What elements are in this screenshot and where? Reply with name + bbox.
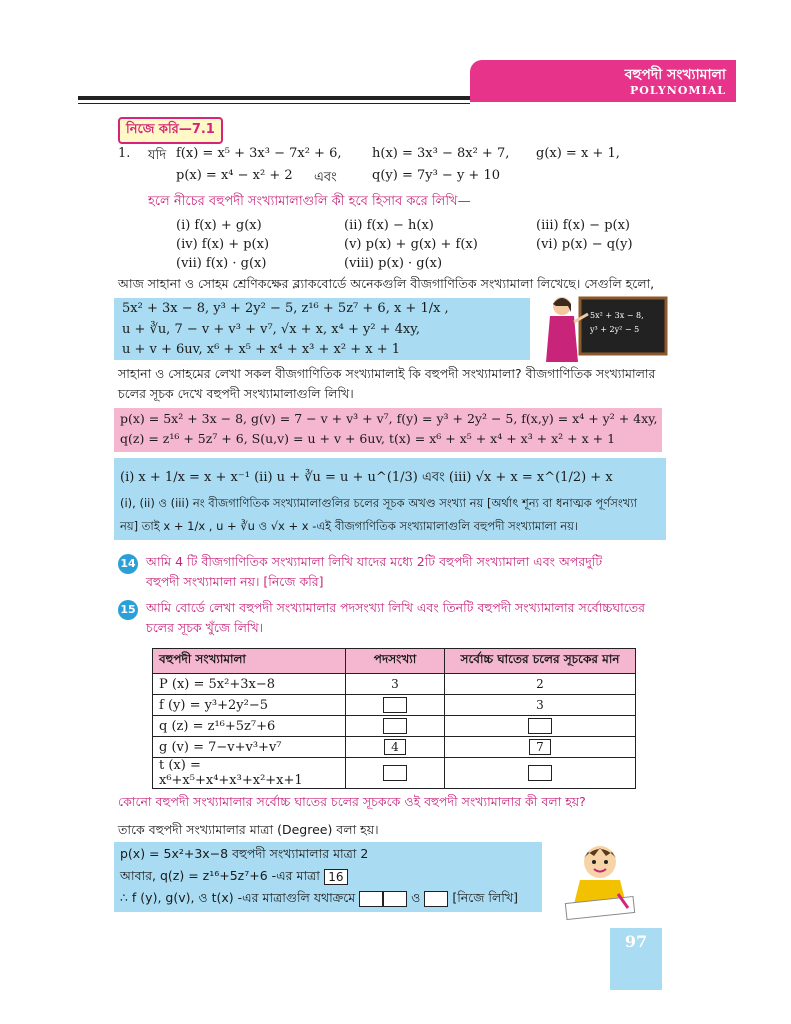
q1-q: q(y) = 7y³ − y + 10 xyxy=(372,168,500,183)
table-row xyxy=(153,758,636,789)
box4-line-1: p(x) = 5x²+3x−8 বহুপদী সংখ্যামালার মাত্রা 2 xyxy=(120,846,369,861)
blackboard-line-2: y³ + 2y² − 5 xyxy=(590,325,640,334)
box1-line-2: u + ∛u, 7 − v + v³ + v⁷, √x + x, x⁴ + y² + 4xy, xyxy=(122,322,421,337)
q1-item-7: (vii) f(x) · g(x) xyxy=(176,256,267,271)
page-number: 97 xyxy=(610,928,662,990)
degree-blank-3[interactable] xyxy=(424,891,448,907)
q1-lead: যদি xyxy=(148,148,167,163)
q1-number: 1. xyxy=(118,146,131,161)
degree-answer: তাকে বহুপদী সংখ্যামালার মাত্রা (Degree) বলা হয়। xyxy=(118,822,379,837)
q1-item-5: (v) p(x) + g(x) + f(x) xyxy=(344,237,478,252)
teacher-blackboard-illustration xyxy=(540,292,670,364)
box4-line-3-and: ও xyxy=(411,890,421,905)
para-1: আজ সাহানা ও সোহম শ্রেণিকক্ষের ব্ল্যাকবোর্ডে অনেকগুলি বীজগাণিতিক সংখ্যামালা লিখেছে। সেগুলি হলো, xyxy=(118,276,655,291)
header-title-en: POLYNOMIAL xyxy=(630,84,726,97)
box2-line-1: p(x) = 5x² + 3x − 8, g(v) = 7 − v + v³ + v⁷, f(y) = y³ + 2y² − 5, f(x,y) = x⁴ + y² + 4xy, xyxy=(120,411,658,426)
terms-answer-box[interactable] xyxy=(383,697,407,713)
q1-and: এবং xyxy=(314,170,337,185)
table-row xyxy=(153,674,636,695)
blackboard-line-1: 5x² + 3x − 8, xyxy=(590,311,644,320)
para-2b: চলের সূচক দেখে বহুপদী সংখ্যামালাগুলি লিখি। xyxy=(118,386,354,401)
q15-line-2: চলের সূচক খুঁজে লিখি। xyxy=(146,620,264,635)
header-rule-thick xyxy=(78,96,470,100)
degree-answer-box[interactable] xyxy=(528,718,552,734)
box1-line-1: 5x² + 3x − 8, y³ + 2y² − 5, z¹⁶ + 5z⁷ + 6, x + 1/x , xyxy=(122,301,449,316)
table-row xyxy=(153,695,636,716)
box4-line-3-suffix: [নিজে লিখি] xyxy=(452,890,518,905)
boy-writing-illustration xyxy=(560,838,640,920)
table-header-degree: সর্বোচ্চ ঘাতের চলের সূচকের মান xyxy=(445,649,636,674)
degree-answer-box[interactable] xyxy=(528,765,552,781)
box3-line-3: নয়] তাই x + 1/x , u + ∛u ও √x + x -এই বীজগাণিতিক সংখ্যামালাগুলি বহুপদী সংখ্যামালা নয়। xyxy=(120,519,578,533)
table-cell-expression: g (v) = 7−v+v³+v⁷ xyxy=(153,737,346,758)
q1-item-2: (ii) f(x) − h(x) xyxy=(344,218,434,233)
exercise-badge: নিজে করি—7.1 xyxy=(118,117,223,144)
box3-line-2: (i), (ii) ও (iii) নং বীজগাণিতিক সংখ্যামালাগুলির চলের সূচক অখণ্ড সংখ্যা নয় [অর্থাৎ শূন্য বা ধনাত্মক পূর্ণসংখ্যা xyxy=(120,496,638,510)
degree-blank-2[interactable] xyxy=(383,891,407,907)
box4-line-3-prefix: ∴ f (y), g(v), ও t(x) -এর মাত্রাগুলি যথাক্রমে xyxy=(120,890,356,905)
q1-p: p(x) = x⁴ − x² + 2 xyxy=(176,168,293,183)
degree-blank-1[interactable] xyxy=(359,891,383,907)
q1-item-4: (iv) f(x) + p(x) xyxy=(176,237,270,252)
polynomial-table xyxy=(152,648,636,789)
table-cell-expression: q (z) = z¹⁶+5z⁷+6 xyxy=(153,716,346,737)
q14-line-2: বহুপদী সংখ্যামালা নয়। [নিজে করি] xyxy=(146,574,324,589)
table-cell-terms: 3 xyxy=(346,674,445,695)
q1-item-6: (vi) p(x) − q(y) xyxy=(536,237,633,252)
table-row xyxy=(153,737,636,758)
header-rule-thin xyxy=(78,103,470,104)
table-cell-expression: f (y) = y³+2y²−5 xyxy=(153,695,346,716)
q1-item-1: (i) f(x) + g(x) xyxy=(176,218,262,233)
terms-answer-box[interactable] xyxy=(383,765,407,781)
q1-h: h(x) = 3x³ − 8x² + 7, xyxy=(372,146,510,161)
q1-item-3: (iii) f(x) − p(x) xyxy=(536,218,630,233)
box3-line-1: (i) x + 1/x = x + x⁻¹ (ii) u + ∛u = u + u^(1/3) এবং (iii) √x + x = x^(1/2) + x xyxy=(120,470,613,485)
q1-g: g(x) = x + 1, xyxy=(536,146,620,161)
table-cell-degree: 2 xyxy=(445,674,636,695)
para-2a: সাহানা ও সোহমের লেখা সকল বীজগাণিতিক সংখ্যামালাই কি বহুপদী সংখ্যামালা? বীজগাণিতিক সংখ্যামালার xyxy=(118,366,656,381)
header-title-bn: বহুপদী সংখ্যামালা xyxy=(624,67,726,83)
box1-line-3: u + v + 6uv, x⁶ + x⁵ + x⁴ + x³ + x² + x + 1 xyxy=(122,342,401,357)
table-row xyxy=(153,716,636,737)
q14-number: 14 xyxy=(118,554,138,574)
q15-number: 15 xyxy=(118,600,138,620)
box2-line-2: q(z) = z¹⁶ + 5z⁷ + 6, S(u,v) = u + v + 6uv, t(x) = x⁶ + x⁵ + x⁴ + x³ + x² + x + 1 xyxy=(120,431,616,446)
q15-line-1: আমি বোর্ডে লেখা বহুপদী সংখ্যামালার পদসংখ্যা লিখি এবং তিনটি বহুপদী সংখ্যামালার সর্বোচ্চঘাতের xyxy=(146,600,645,615)
terms-filled-box: 4 xyxy=(384,739,406,755)
table-header-terms: পদসংখ্যা xyxy=(346,649,445,674)
table-header-expression: বহুপদী সংখ্যামালা xyxy=(153,649,346,674)
q1-item-8: (viii) p(x) · g(x) xyxy=(344,256,443,271)
q14-line-1: আমি 4 টি বীজগাণিতিক সংখ্যামালা লিখি যাদের মধ্যে 2টি বহুপদী সংখ্যামালা এবং অপরদুটি xyxy=(146,554,603,569)
q1-f: f(x) = x⁵ + 3x³ − 7x² + 6, xyxy=(176,146,342,161)
q1-instruction: হলে নীচের বহুপদী সংখ্যামালাগুলি কী হবে হিসাব করে লিখি— xyxy=(148,194,471,209)
terms-answer-box[interactable] xyxy=(383,718,407,734)
box4-line-2-prefix: আবার, q(z) = z¹⁶+5z⁷+6 -এর মাত্রা xyxy=(120,868,320,883)
table-cell-expression: t (x) = x⁶+x⁵+x⁴+x³+x²+x+1 xyxy=(153,758,346,789)
table-cell-expression: P (x) = 5x²+3x−8 xyxy=(153,674,346,695)
degree-filled-box: 7 xyxy=(529,739,551,755)
degree-question: কোনো বহুপদী সংখ্যামালার সর্বোচ্চ ঘাতের চলের সূচককে ওই বহুপদী সংখ্যামালার কী বলা হয়? xyxy=(118,794,586,809)
table-cell-degree: 3 xyxy=(445,695,636,716)
degree-value-box: 16 xyxy=(324,869,348,885)
